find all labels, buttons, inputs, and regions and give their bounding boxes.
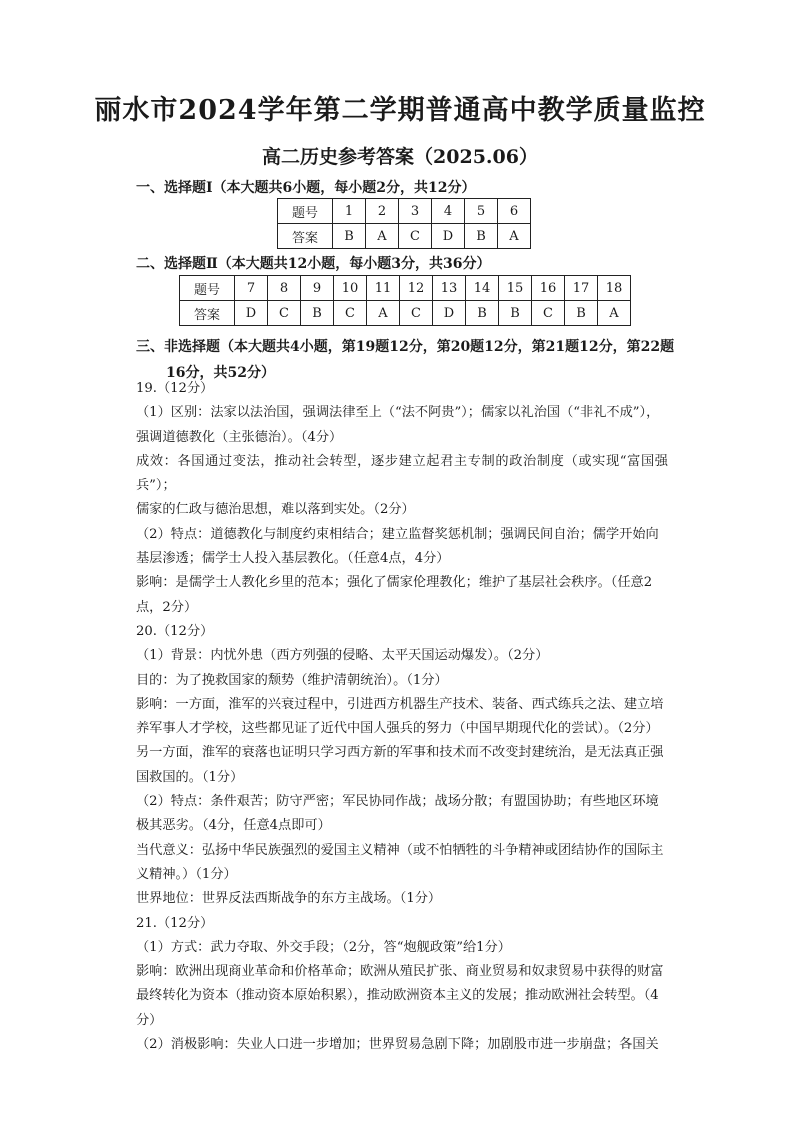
answer-cell: C: [334, 301, 367, 326]
answer-line: 点，2分）: [136, 599, 198, 615]
answer-line: 19.（12分）: [136, 381, 214, 396]
answer-line: （2）特点：条件艰苦；防守严密；军民协同作战；战场分散；有盟国协助；有些地区环境: [136, 794, 659, 810]
answer-cell: A: [498, 224, 531, 249]
answer-line: 影响：一方面，淮军的兴衰过程中，引进西方机器生产技术、装备、西式练兵之法、建立培: [136, 696, 664, 712]
answer-cell: A: [598, 301, 631, 326]
answer-line: 儒家的仁政与德治思想，难以落到实处。（2分）: [136, 502, 415, 518]
answer-line: 目的：为了挽救国家的颓势（维护清朝统治）。（1分）: [136, 672, 448, 688]
page-title: 丽水市2024学年第二学期普通高中教学质量监控: [94, 95, 706, 126]
question-number: 10: [334, 276, 367, 301]
row-label-number: 题号: [180, 276, 235, 301]
section3-heading-line2: 16分，共52分）: [166, 365, 275, 381]
answer-line: 强调道德教化（主张德治）。（4分）: [136, 429, 343, 445]
answer-cell: B: [499, 301, 532, 326]
row-label-answer: 答案: [278, 224, 333, 249]
section3-heading-line1: 三、非选择题（本大题共4小题，第19题12分，第20题12分，第21题12分，第22题: [136, 339, 675, 355]
answer-line: 20.（12分）: [136, 623, 214, 639]
question-number: 6: [498, 199, 531, 224]
answer-cell: A: [367, 301, 400, 326]
answer-cell: B: [465, 224, 498, 249]
table-row-answers: [278, 224, 531, 249]
answer-cell: B: [333, 224, 366, 249]
question-number: 17: [565, 276, 598, 301]
answer-line: （1）背景：内忧外患（西方列强的侵略、太平天国运动爆发）。（2分）: [136, 648, 549, 664]
section2-answer-table: [179, 275, 631, 326]
answer-line: 21.（12分）: [136, 915, 214, 931]
question-number: 7: [235, 276, 268, 301]
answer-cell: D: [433, 301, 466, 326]
answer-line: 分）: [136, 1012, 163, 1028]
answer-cell: D: [432, 224, 465, 249]
answer-body: [136, 377, 668, 1057]
question-number: 12: [400, 276, 433, 301]
question-number: 9: [301, 276, 334, 301]
question-number: 13: [433, 276, 466, 301]
answer-line: 基层渗透；儒学士人投入基层教化。（任意4点，4分）: [136, 551, 450, 567]
answer-line: （2）特点：道德教化与制度约束相结合；建立监督奖惩机制；强调民间自治；儒学开始向: [136, 526, 659, 542]
answer-line: （2）消极影响：失业人口进一步增加；世界贸易急剧下降；加剧股市进一步崩盘；各国关: [136, 1037, 659, 1053]
question-number: 1: [333, 199, 366, 224]
answer-cell: C: [399, 224, 432, 249]
answer-cell: C: [400, 301, 433, 326]
question-number: 18: [598, 276, 631, 301]
answer-line: （1）区别：法家以法治国，强调法律至上（“法不阿贵”）；儒家以礼治国（“非礼不成”），: [136, 405, 660, 421]
section1-heading: 一、选择题Ⅰ（本大题共6小题，每小题2分，共12分）: [136, 180, 476, 196]
question-number: 3: [399, 199, 432, 224]
question-number: 8: [268, 276, 301, 301]
question-number: 15: [499, 276, 532, 301]
table-row-numbers: [180, 276, 631, 301]
section2-heading: 二、选择题Ⅱ（本大题共12小题，每小题3分，共36分）: [136, 256, 491, 272]
answer-line: 国救国的。（1分）: [136, 769, 244, 785]
question-number: 5: [465, 199, 498, 224]
answer-line: 养军事人才学校，这些都见证了近代中国人强兵的努力（中国早期现代化的尝试）。（2分）: [136, 721, 659, 737]
page-subtitle: 高二历史参考答案（2025.06）: [262, 146, 538, 168]
question-number: 11: [367, 276, 400, 301]
answer-line: 另一方面，淮军的衰落也证明只学习西方新的军事和技术而不改变封建统治，是无法真正强: [136, 745, 664, 761]
answer-line: 最终转化为资本（推动资本原始积累），推动欧洲资本主义的发展；推动欧洲社会转型。（4: [136, 988, 659, 1004]
answer-cell: A: [366, 224, 399, 249]
table-row-answers: [180, 301, 631, 326]
answer-line: 义精神。）（1分）: [136, 866, 237, 882]
row-label-answer: 答案: [180, 301, 235, 326]
answer-line: 影响：欧洲出现商业革命和价格革命；欧洲从殖民扩张、商业贸易和奴隶贸易中获得的财富: [136, 964, 664, 980]
answer-line: 极其恶劣。（4分，任意4点即可）: [136, 818, 331, 834]
answer-cell: C: [268, 301, 301, 326]
question-number: 14: [466, 276, 499, 301]
answer-cell: B: [466, 301, 499, 326]
question-number: 16: [532, 276, 565, 301]
answer-cell: C: [532, 301, 565, 326]
question-number: 4: [432, 199, 465, 224]
row-label-number: 题号: [278, 199, 333, 224]
table-row-numbers: [278, 199, 531, 224]
answer-cell: D: [235, 301, 268, 326]
answer-line: 世界地位：世界反法西斯战争的东方主战场。（1分）: [136, 891, 442, 907]
answer-line: （1）方式：武力夺取、外交手段；（2分，答“炮舰政策”给1分）: [136, 939, 511, 955]
section1-answer-table: [277, 198, 531, 249]
answer-cell: B: [301, 301, 334, 326]
answer-cell: B: [565, 301, 598, 326]
answer-line: 成效：各国通过变法，推动社会转型，逐步建立起君主专制的政治制度（或实现“富国强兵”）；: [136, 453, 668, 494]
question-number: 2: [366, 199, 399, 224]
answer-line: 影响：是儒学士人教化乡里的范本；强化了儒家伦理教化；维护了基层社会秩序。（任意2: [136, 575, 653, 591]
answer-line: 当代意义：弘扬中华民族强烈的爱国主义精神（或不怕牺牲的斗争精神或团结协作的国际主: [136, 842, 664, 858]
